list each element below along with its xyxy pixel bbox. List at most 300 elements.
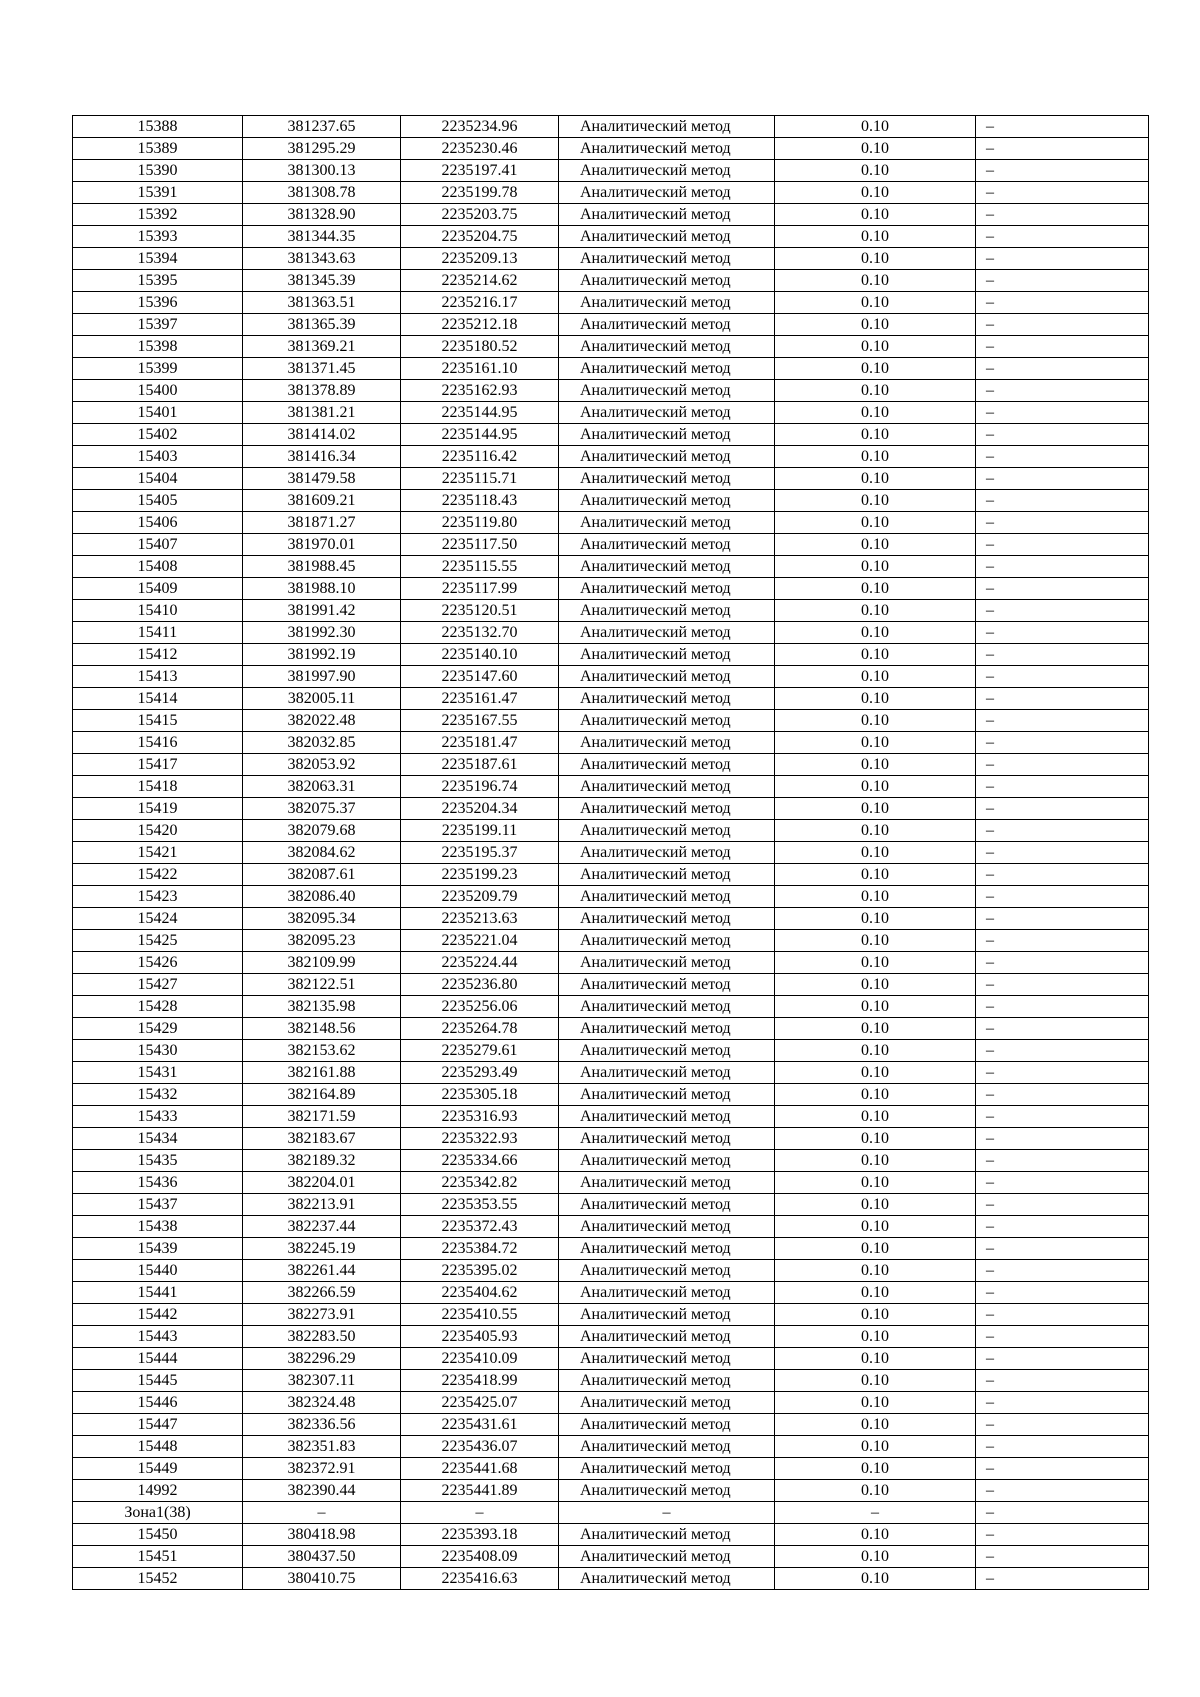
accuracy-cell: 0.10 xyxy=(775,842,976,864)
method-cell: Аналитический метод xyxy=(559,974,775,996)
y-coordinate-cell: 2235221.04 xyxy=(401,930,559,952)
x-coordinate-cell: 381988.45 xyxy=(243,556,401,578)
x-coordinate-cell: 382161.88 xyxy=(243,1062,401,1084)
table-row xyxy=(73,424,1149,446)
x-coordinate-cell: 381378.89 xyxy=(243,380,401,402)
table-row xyxy=(73,490,1149,512)
accuracy-cell: 0.10 xyxy=(775,1040,976,1062)
table-row xyxy=(73,1304,1149,1326)
x-coordinate-cell: 382390.44 xyxy=(243,1480,401,1502)
note-cell: – xyxy=(976,138,1149,160)
point-number-cell: 15427 xyxy=(73,974,243,996)
accuracy-cell: 0.10 xyxy=(775,204,976,226)
note-cell: – xyxy=(976,182,1149,204)
method-cell: Аналитический метод xyxy=(559,314,775,336)
x-coordinate-cell: 381345.39 xyxy=(243,270,401,292)
table-row xyxy=(73,1172,1149,1194)
accuracy-cell: 0.10 xyxy=(775,864,976,886)
method-cell: Аналитический метод xyxy=(559,1194,775,1216)
table-row xyxy=(73,1150,1149,1172)
accuracy-cell: 0.10 xyxy=(775,1436,976,1458)
x-coordinate-cell: 381308.78 xyxy=(243,182,401,204)
x-coordinate-cell: 382307.11 xyxy=(243,1370,401,1392)
y-coordinate-cell: 2235395.02 xyxy=(401,1260,559,1282)
point-number-cell: 15390 xyxy=(73,160,243,182)
accuracy-cell: 0.10 xyxy=(775,292,976,314)
method-cell: Аналитический метод xyxy=(559,908,775,930)
method-cell: Аналитический метод xyxy=(559,1040,775,1062)
y-coordinate-cell: 2235393.18 xyxy=(401,1524,559,1546)
note-cell: – xyxy=(976,270,1149,292)
x-coordinate-cell: 382148.56 xyxy=(243,1018,401,1040)
y-coordinate-cell: 2235279.61 xyxy=(401,1040,559,1062)
note-cell: – xyxy=(976,1524,1149,1546)
accuracy-cell: 0.10 xyxy=(775,1524,976,1546)
y-coordinate-cell: 2235144.95 xyxy=(401,402,559,424)
y-coordinate-cell: 2235213.63 xyxy=(401,908,559,930)
note-cell: – xyxy=(976,248,1149,270)
method-cell: Аналитический метод xyxy=(559,578,775,600)
accuracy-cell: 0.10 xyxy=(775,1370,976,1392)
note-cell: – xyxy=(976,402,1149,424)
accuracy-cell: 0.10 xyxy=(775,1194,976,1216)
point-number-cell: 15433 xyxy=(73,1106,243,1128)
y-coordinate-cell: 2235209.79 xyxy=(401,886,559,908)
method-cell: Аналитический метод xyxy=(559,930,775,952)
note-cell: – xyxy=(976,1568,1149,1590)
note-cell: – xyxy=(976,1172,1149,1194)
y-coordinate-cell: 2235410.09 xyxy=(401,1348,559,1370)
accuracy-cell: 0.10 xyxy=(775,688,976,710)
y-coordinate-cell: 2235236.80 xyxy=(401,974,559,996)
accuracy-cell: 0.10 xyxy=(775,1216,976,1238)
y-coordinate-cell: 2235119.80 xyxy=(401,512,559,534)
method-cell: Аналитический метод xyxy=(559,534,775,556)
table-row xyxy=(73,1282,1149,1304)
table-row xyxy=(73,842,1149,864)
y-coordinate-cell: 2235342.82 xyxy=(401,1172,559,1194)
table-row xyxy=(73,710,1149,732)
accuracy-cell: 0.10 xyxy=(775,138,976,160)
x-coordinate-cell: 381992.30 xyxy=(243,622,401,644)
point-number-cell: 15447 xyxy=(73,1414,243,1436)
x-coordinate-cell: 380437.50 xyxy=(243,1546,401,1568)
table-row xyxy=(73,226,1149,248)
method-cell: Аналитический метод xyxy=(559,1018,775,1040)
point-number-cell: Зона1(38) xyxy=(73,1502,243,1524)
x-coordinate-cell: 382283.50 xyxy=(243,1326,401,1348)
y-coordinate-cell: 2235353.55 xyxy=(401,1194,559,1216)
table-row xyxy=(73,1062,1149,1084)
note-cell: – xyxy=(976,490,1149,512)
note-cell: – xyxy=(976,996,1149,1018)
accuracy-cell: 0.10 xyxy=(775,776,976,798)
x-coordinate-cell: 382204.01 xyxy=(243,1172,401,1194)
x-coordinate-cell: 381300.13 xyxy=(243,160,401,182)
table-row xyxy=(73,996,1149,1018)
note-cell: – xyxy=(976,1502,1149,1524)
note-cell: – xyxy=(976,1238,1149,1260)
note-cell: – xyxy=(976,864,1149,886)
x-coordinate-cell: 382063.31 xyxy=(243,776,401,798)
point-number-cell: 15407 xyxy=(73,534,243,556)
x-coordinate-cell: 382005.11 xyxy=(243,688,401,710)
accuracy-cell: 0.10 xyxy=(775,930,976,952)
y-coordinate-cell: 2235199.23 xyxy=(401,864,559,886)
y-coordinate-cell: 2235408.09 xyxy=(401,1546,559,1568)
y-coordinate-cell: 2235230.46 xyxy=(401,138,559,160)
point-number-cell: 15445 xyxy=(73,1370,243,1392)
accuracy-cell: 0.10 xyxy=(775,1414,976,1436)
table-row xyxy=(73,1414,1149,1436)
method-cell: Аналитический метод xyxy=(559,468,775,490)
table-row xyxy=(73,886,1149,908)
method-cell: Аналитический метод xyxy=(559,1062,775,1084)
coordinates-table xyxy=(72,115,1149,1590)
x-coordinate-cell: 382086.40 xyxy=(243,886,401,908)
point-number-cell: 15411 xyxy=(73,622,243,644)
note-cell: – xyxy=(976,1216,1149,1238)
accuracy-cell: 0.10 xyxy=(775,754,976,776)
table-row xyxy=(73,952,1149,974)
note-cell: – xyxy=(976,380,1149,402)
y-coordinate-cell: 2235120.51 xyxy=(401,600,559,622)
note-cell: – xyxy=(976,1194,1149,1216)
y-coordinate-cell: 2235197.41 xyxy=(401,160,559,182)
x-coordinate-cell: 382153.62 xyxy=(243,1040,401,1062)
accuracy-cell: 0.10 xyxy=(775,1480,976,1502)
y-coordinate-cell: 2235167.55 xyxy=(401,710,559,732)
note-cell: – xyxy=(976,1106,1149,1128)
x-coordinate-cell: 381328.90 xyxy=(243,204,401,226)
x-coordinate-cell: 382087.61 xyxy=(243,864,401,886)
method-cell: Аналитический метод xyxy=(559,842,775,864)
table-row xyxy=(73,402,1149,424)
accuracy-cell: 0.10 xyxy=(775,1062,976,1084)
point-number-cell: 15429 xyxy=(73,1018,243,1040)
table-row xyxy=(73,1238,1149,1260)
y-coordinate-cell: 2235224.44 xyxy=(401,952,559,974)
table-row xyxy=(73,1260,1149,1282)
method-cell: Аналитический метод xyxy=(559,1348,775,1370)
point-number-cell: 15414 xyxy=(73,688,243,710)
accuracy-cell: 0.10 xyxy=(775,1106,976,1128)
table-row xyxy=(73,446,1149,468)
point-number-cell: 15400 xyxy=(73,380,243,402)
point-number-cell: 15405 xyxy=(73,490,243,512)
accuracy-cell: 0.10 xyxy=(775,490,976,512)
method-cell: Аналитический метод xyxy=(559,248,775,270)
table-row xyxy=(73,1326,1149,1348)
method-cell: – xyxy=(559,1502,775,1524)
point-number-cell: 15412 xyxy=(73,644,243,666)
note-cell: – xyxy=(976,116,1149,138)
y-coordinate-cell: 2235405.93 xyxy=(401,1326,559,1348)
method-cell: Аналитический метод xyxy=(559,776,775,798)
point-number-cell: 15393 xyxy=(73,226,243,248)
note-cell: – xyxy=(976,1370,1149,1392)
method-cell: Аналитический метод xyxy=(559,1370,775,1392)
method-cell: Аналитический метод xyxy=(559,204,775,226)
note-cell: – xyxy=(976,314,1149,336)
table-row xyxy=(73,556,1149,578)
method-cell: Аналитический метод xyxy=(559,996,775,1018)
y-coordinate-cell: 2235117.50 xyxy=(401,534,559,556)
method-cell: Аналитический метод xyxy=(559,490,775,512)
note-cell: – xyxy=(976,1348,1149,1370)
y-coordinate-cell: 2235116.42 xyxy=(401,446,559,468)
y-coordinate-cell: 2235436.07 xyxy=(401,1436,559,1458)
note-cell: – xyxy=(976,1546,1149,1568)
note-cell: – xyxy=(976,578,1149,600)
y-coordinate-cell: 2235181.47 xyxy=(401,732,559,754)
note-cell: – xyxy=(976,776,1149,798)
point-number-cell: 15417 xyxy=(73,754,243,776)
note-cell: – xyxy=(976,1282,1149,1304)
table-row xyxy=(73,908,1149,930)
table-row xyxy=(73,1018,1149,1040)
x-coordinate-cell: 382336.56 xyxy=(243,1414,401,1436)
point-number-cell: 15419 xyxy=(73,798,243,820)
note-cell: – xyxy=(976,644,1149,666)
note-cell: – xyxy=(976,886,1149,908)
method-cell: Аналитический метод xyxy=(559,1480,775,1502)
note-cell: – xyxy=(976,1040,1149,1062)
note-cell: – xyxy=(976,952,1149,974)
point-number-cell: 15435 xyxy=(73,1150,243,1172)
x-coordinate-cell: 381381.21 xyxy=(243,402,401,424)
table-row xyxy=(73,380,1149,402)
method-cell: Аналитический метод xyxy=(559,1326,775,1348)
note-cell: – xyxy=(976,1304,1149,1326)
accuracy-cell: 0.10 xyxy=(775,710,976,732)
y-coordinate-cell: 2235147.60 xyxy=(401,666,559,688)
note-cell: – xyxy=(976,754,1149,776)
y-coordinate-cell: 2235117.99 xyxy=(401,578,559,600)
x-coordinate-cell: 381970.01 xyxy=(243,534,401,556)
method-cell: Аналитический метод xyxy=(559,226,775,248)
x-coordinate-cell: 382095.34 xyxy=(243,908,401,930)
y-coordinate-cell: 2235212.18 xyxy=(401,314,559,336)
table-row xyxy=(73,1524,1149,1546)
y-coordinate-cell: 2235180.52 xyxy=(401,336,559,358)
method-cell: Аналитический метод xyxy=(559,732,775,754)
point-number-cell: 15413 xyxy=(73,666,243,688)
point-number-cell: 15439 xyxy=(73,1238,243,1260)
method-cell: Аналитический метод xyxy=(559,820,775,842)
x-coordinate-cell: 382189.32 xyxy=(243,1150,401,1172)
accuracy-cell: 0.10 xyxy=(775,1326,976,1348)
table-row xyxy=(73,798,1149,820)
y-coordinate-cell: 2235234.96 xyxy=(401,116,559,138)
y-coordinate-cell: 2235384.72 xyxy=(401,1238,559,1260)
y-coordinate-cell: 2235204.75 xyxy=(401,226,559,248)
table-row xyxy=(73,644,1149,666)
point-number-cell: 14992 xyxy=(73,1480,243,1502)
point-number-cell: 15450 xyxy=(73,1524,243,1546)
x-coordinate-cell: 382032.85 xyxy=(243,732,401,754)
accuracy-cell: 0.10 xyxy=(775,1018,976,1040)
method-cell: Аналитический метод xyxy=(559,600,775,622)
accuracy-cell: 0.10 xyxy=(775,1260,976,1282)
x-coordinate-cell: 382261.44 xyxy=(243,1260,401,1282)
point-number-cell: 15428 xyxy=(73,996,243,1018)
accuracy-cell: 0.10 xyxy=(775,600,976,622)
accuracy-cell: 0.10 xyxy=(775,336,976,358)
method-cell: Аналитический метод xyxy=(559,1238,775,1260)
accuracy-cell: 0.10 xyxy=(775,1392,976,1414)
accuracy-cell: 0.10 xyxy=(775,1150,976,1172)
point-number-cell: 15392 xyxy=(73,204,243,226)
method-cell: Аналитический метод xyxy=(559,1304,775,1326)
point-number-cell: 15441 xyxy=(73,1282,243,1304)
point-number-cell: 15408 xyxy=(73,556,243,578)
x-coordinate-cell: 382095.23 xyxy=(243,930,401,952)
accuracy-cell: 0.10 xyxy=(775,1172,976,1194)
point-number-cell: 15396 xyxy=(73,292,243,314)
accuracy-cell: 0.10 xyxy=(775,116,976,138)
note-cell: – xyxy=(976,1062,1149,1084)
x-coordinate-cell: 382266.59 xyxy=(243,1282,401,1304)
accuracy-cell: 0.10 xyxy=(775,314,976,336)
y-coordinate-cell: 2235199.78 xyxy=(401,182,559,204)
method-cell: Аналитический метод xyxy=(559,688,775,710)
y-coordinate-cell: 2235209.13 xyxy=(401,248,559,270)
note-cell: – xyxy=(976,160,1149,182)
method-cell: Аналитический метод xyxy=(559,1084,775,1106)
table-row xyxy=(73,468,1149,490)
method-cell: Аналитический метод xyxy=(559,886,775,908)
accuracy-cell: 0.10 xyxy=(775,424,976,446)
method-cell: Аналитический метод xyxy=(559,1524,775,1546)
note-cell: – xyxy=(976,512,1149,534)
method-cell: Аналитический метод xyxy=(559,1546,775,1568)
x-coordinate-cell: 382213.91 xyxy=(243,1194,401,1216)
point-number-cell: 15423 xyxy=(73,886,243,908)
y-coordinate-cell: 2235118.43 xyxy=(401,490,559,512)
accuracy-cell: 0.10 xyxy=(775,1568,976,1590)
coordinates-table-body xyxy=(73,116,1149,1590)
table-row xyxy=(73,160,1149,182)
method-cell: Аналитический метод xyxy=(559,1260,775,1282)
y-coordinate-cell: 2235334.66 xyxy=(401,1150,559,1172)
point-number-cell: 15401 xyxy=(73,402,243,424)
table-row xyxy=(73,1040,1149,1062)
point-number-cell: 15398 xyxy=(73,336,243,358)
y-coordinate-cell: 2235418.99 xyxy=(401,1370,559,1392)
x-coordinate-cell: 381991.42 xyxy=(243,600,401,622)
point-number-cell: 15421 xyxy=(73,842,243,864)
note-cell: – xyxy=(976,732,1149,754)
accuracy-cell: – xyxy=(775,1502,976,1524)
table-row xyxy=(73,358,1149,380)
y-coordinate-cell: 2235199.11 xyxy=(401,820,559,842)
accuracy-cell: 0.10 xyxy=(775,1282,976,1304)
table-row xyxy=(73,1392,1149,1414)
table-row xyxy=(73,776,1149,798)
table-row xyxy=(73,336,1149,358)
x-coordinate-cell: 382171.59 xyxy=(243,1106,401,1128)
x-coordinate-cell: 381609.21 xyxy=(243,490,401,512)
table-row xyxy=(73,138,1149,160)
method-cell: Аналитический метод xyxy=(559,1216,775,1238)
table-row xyxy=(73,1480,1149,1502)
method-cell: Аналитический метод xyxy=(559,798,775,820)
y-coordinate-cell: 2235293.49 xyxy=(401,1062,559,1084)
accuracy-cell: 0.10 xyxy=(775,248,976,270)
method-cell: Аналитический метод xyxy=(559,138,775,160)
y-coordinate-cell: 2235264.78 xyxy=(401,1018,559,1040)
accuracy-cell: 0.10 xyxy=(775,402,976,424)
accuracy-cell: 0.10 xyxy=(775,732,976,754)
note-cell: – xyxy=(976,1018,1149,1040)
accuracy-cell: 0.10 xyxy=(775,270,976,292)
note-cell: – xyxy=(976,908,1149,930)
method-cell: Аналитический метод xyxy=(559,402,775,424)
method-cell: Аналитический метод xyxy=(559,270,775,292)
x-coordinate-cell: 381992.19 xyxy=(243,644,401,666)
x-coordinate-cell: 380410.75 xyxy=(243,1568,401,1590)
y-coordinate-cell: – xyxy=(401,1502,559,1524)
point-number-cell: 15388 xyxy=(73,116,243,138)
table-row xyxy=(73,1458,1149,1480)
accuracy-cell: 0.10 xyxy=(775,644,976,666)
accuracy-cell: 0.10 xyxy=(775,820,976,842)
table-row xyxy=(73,1370,1149,1392)
accuracy-cell: 0.10 xyxy=(775,446,976,468)
y-coordinate-cell: 2235322.93 xyxy=(401,1128,559,1150)
method-cell: Аналитический метод xyxy=(559,622,775,644)
x-coordinate-cell: 382237.44 xyxy=(243,1216,401,1238)
y-coordinate-cell: 2235132.70 xyxy=(401,622,559,644)
note-cell: – xyxy=(976,1392,1149,1414)
table-row xyxy=(73,754,1149,776)
point-number-cell: 15402 xyxy=(73,424,243,446)
method-cell: Аналитический метод xyxy=(559,292,775,314)
y-coordinate-cell: 2235431.61 xyxy=(401,1414,559,1436)
note-cell: – xyxy=(976,292,1149,314)
method-cell: Аналитический метод xyxy=(559,1568,775,1590)
point-number-cell: 15395 xyxy=(73,270,243,292)
accuracy-cell: 0.10 xyxy=(775,996,976,1018)
note-cell: – xyxy=(976,600,1149,622)
accuracy-cell: 0.10 xyxy=(775,1238,976,1260)
y-coordinate-cell: 2235214.62 xyxy=(401,270,559,292)
y-coordinate-cell: 2235372.43 xyxy=(401,1216,559,1238)
y-coordinate-cell: 2235204.34 xyxy=(401,798,559,820)
accuracy-cell: 0.10 xyxy=(775,798,976,820)
method-cell: Аналитический метод xyxy=(559,424,775,446)
note-cell: – xyxy=(976,622,1149,644)
method-cell: Аналитический метод xyxy=(559,1150,775,1172)
method-cell: Аналитический метод xyxy=(559,1106,775,1128)
x-coordinate-cell: 382084.62 xyxy=(243,842,401,864)
method-cell: Аналитический метод xyxy=(559,1172,775,1194)
accuracy-cell: 0.10 xyxy=(775,974,976,996)
table-row xyxy=(73,1568,1149,1590)
y-coordinate-cell: 2235187.61 xyxy=(401,754,559,776)
note-cell: – xyxy=(976,688,1149,710)
x-coordinate-cell: 382296.29 xyxy=(243,1348,401,1370)
x-coordinate-cell: 381344.35 xyxy=(243,226,401,248)
table-row xyxy=(73,666,1149,688)
x-coordinate-cell: 381237.65 xyxy=(243,116,401,138)
accuracy-cell: 0.10 xyxy=(775,182,976,204)
x-coordinate-cell: 381371.45 xyxy=(243,358,401,380)
accuracy-cell: 0.10 xyxy=(775,666,976,688)
point-number-cell: 15436 xyxy=(73,1172,243,1194)
point-number-cell: 15451 xyxy=(73,1546,243,1568)
